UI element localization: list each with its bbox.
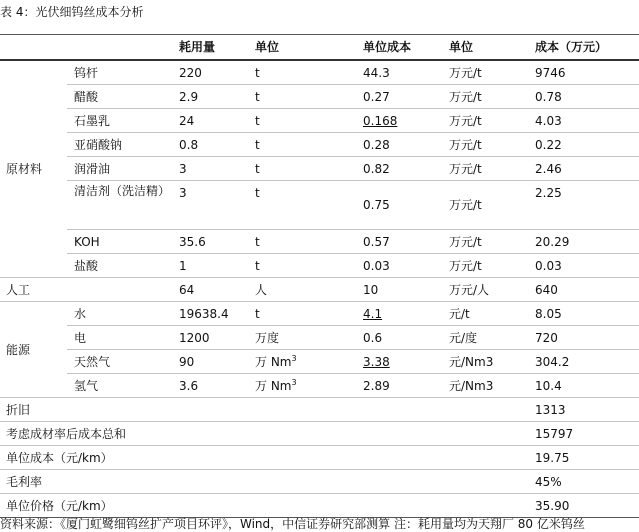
summary-row <box>0 398 639 422</box>
table-row <box>0 133 639 157</box>
unit: t <box>248 254 356 278</box>
unit-cost-underlined: 3.38 <box>363 354 390 369</box>
header-item <box>67 35 172 61</box>
table-row <box>0 85 639 109</box>
unit: t <box>248 157 356 181</box>
unit-cost <box>356 350 442 374</box>
cost-analysis-table <box>0 34 639 518</box>
summary-value: 45% <box>528 470 639 494</box>
summary-row <box>0 422 639 446</box>
quantity: 19638.4 <box>172 302 248 326</box>
header-row <box>0 35 639 61</box>
table-caption: 表 4：光伏细钨丝成本分析 <box>0 5 144 19</box>
cost-unit: 万元/t <box>442 254 528 278</box>
unit-cost <box>356 109 442 133</box>
table-row <box>0 60 639 85</box>
total-cost: 304.2 <box>528 350 639 374</box>
summary-value: 15797 <box>528 422 639 446</box>
cost-unit: 万元/t <box>442 181 528 230</box>
total-cost: 2.25 <box>528 181 639 230</box>
summary-label: 单位价格（元/km） <box>0 494 528 518</box>
summary-row <box>0 494 639 518</box>
unit: t <box>248 181 356 230</box>
table-row <box>0 157 639 181</box>
cost-unit: 万元/t <box>442 60 528 85</box>
unit: t <box>248 60 356 85</box>
header-quantity: 耗用量 <box>172 35 248 61</box>
quantity: 220 <box>172 60 248 85</box>
item-name: 石墨乳 <box>67 109 172 133</box>
unit-cost: 0.27 <box>356 85 442 109</box>
item-name: 氢气 <box>67 374 172 398</box>
unit: t <box>248 109 356 133</box>
quantity: 0.8 <box>172 133 248 157</box>
item-name: 润滑油 <box>67 157 172 181</box>
unit-cost: 0.03 <box>356 254 442 278</box>
unit: t <box>248 133 356 157</box>
unit: 人 <box>248 278 356 302</box>
total-cost: 8.05 <box>528 302 639 326</box>
quantity: 1200 <box>172 326 248 350</box>
source-note: 资料来源：《厦门虹鹭细钨丝扩产项目环评》，Wind，中信证券研究部测算 注：耗用量均为天翔厂 80 亿米钨丝 <box>0 517 585 531</box>
cost-unit: 万元/t <box>442 230 528 254</box>
item-name: KOH <box>67 230 172 254</box>
table-row <box>0 254 639 278</box>
quantity: 3.6 <box>172 374 248 398</box>
header-total-cost: 成本（万元） <box>528 35 639 61</box>
item-name: 钨杆 <box>67 60 172 85</box>
unit-superscript: 3 <box>291 353 297 363</box>
unit <box>248 350 356 374</box>
quantity: 64 <box>172 278 248 302</box>
cost-unit: 万元/t <box>442 109 528 133</box>
table-row <box>0 374 639 398</box>
item-name: 水 <box>67 302 172 326</box>
cost-unit: 万元/t <box>442 157 528 181</box>
total-cost: 10.4 <box>528 374 639 398</box>
total-cost: 0.78 <box>528 85 639 109</box>
table-row <box>0 302 639 326</box>
quantity: 3 <box>172 157 248 181</box>
total-cost: 4.03 <box>528 109 639 133</box>
table-row <box>0 109 639 133</box>
unit <box>248 374 356 398</box>
quantity: 3 <box>172 181 248 230</box>
quantity: 1 <box>172 254 248 278</box>
cost-unit: 元/度 <box>442 326 528 350</box>
unit-cost: 0.75 <box>356 181 442 230</box>
cost-unit: 元/t <box>442 302 528 326</box>
unit-text: 万 Nm <box>255 378 292 393</box>
total-cost: 20.29 <box>528 230 639 254</box>
total-cost: 9746 <box>528 60 639 85</box>
summary-value: 1313 <box>528 398 639 422</box>
unit: t <box>248 230 356 254</box>
unit: t <box>248 85 356 109</box>
summary-row <box>0 470 639 494</box>
total-cost: 720 <box>528 326 639 350</box>
total-cost: 0.22 <box>528 133 639 157</box>
unit-text: 万 Nm <box>255 354 292 369</box>
item-name: 天然气 <box>67 350 172 374</box>
unit: 万度 <box>248 326 356 350</box>
table-row <box>0 278 639 302</box>
unit-cost: 10 <box>356 278 442 302</box>
unit-cost: 2.89 <box>356 374 442 398</box>
summary-label: 单位成本（元/km） <box>0 446 528 470</box>
header-cost-unit: 单位 <box>442 35 528 61</box>
unit-cost: 0.57 <box>356 230 442 254</box>
group-labor: 人工 <box>0 278 172 302</box>
total-cost: 0.03 <box>528 254 639 278</box>
quantity: 2.9 <box>172 85 248 109</box>
summary-label: 毛利率 <box>0 470 528 494</box>
total-cost: 640 <box>528 278 639 302</box>
header-unit-cost: 单位成本 <box>356 35 442 61</box>
item-name: 盐酸 <box>67 254 172 278</box>
group-raw-materials: 原材料 <box>0 60 67 278</box>
unit: t <box>248 302 356 326</box>
unit-superscript: 3 <box>291 377 297 387</box>
cost-unit: 元/Nm3 <box>442 350 528 374</box>
table-row <box>0 230 639 254</box>
unit-cost <box>356 302 442 326</box>
table-row <box>0 181 639 230</box>
unit-cost: 44.3 <box>356 60 442 85</box>
summary-value: 35.90 <box>528 494 639 518</box>
table-row <box>0 350 639 374</box>
table-row <box>0 326 639 350</box>
quantity: 90 <box>172 350 248 374</box>
group-energy: 能源 <box>0 302 67 398</box>
unit-cost-underlined: 4.1 <box>363 306 383 321</box>
summary-row <box>0 446 639 470</box>
summary-label: 折旧 <box>0 398 528 422</box>
cost-unit: 元/Nm3 <box>442 374 528 398</box>
total-cost: 2.46 <box>528 157 639 181</box>
item-name: 醋酸 <box>67 85 172 109</box>
cost-unit: 万元/人 <box>442 278 528 302</box>
unit-cost: 0.6 <box>356 326 442 350</box>
item-name: 清洁剂（洗洁精） <box>67 181 172 230</box>
cost-unit: 万元/t <box>442 133 528 157</box>
unit-cost-underlined: 0.168 <box>363 113 398 128</box>
item-name: 电 <box>67 326 172 350</box>
unit-cost: 0.28 <box>356 133 442 157</box>
quantity: 35.6 <box>172 230 248 254</box>
header-unit: 单位 <box>248 35 356 61</box>
summary-value: 19.75 <box>528 446 639 470</box>
quantity: 24 <box>172 109 248 133</box>
item-name: 亚硝酸钠 <box>67 133 172 157</box>
unit-cost: 0.82 <box>356 157 442 181</box>
header-category <box>0 35 67 61</box>
cost-unit: 万元/t <box>442 85 528 109</box>
summary-label: 考虑成材率后成本总和 <box>0 422 528 446</box>
